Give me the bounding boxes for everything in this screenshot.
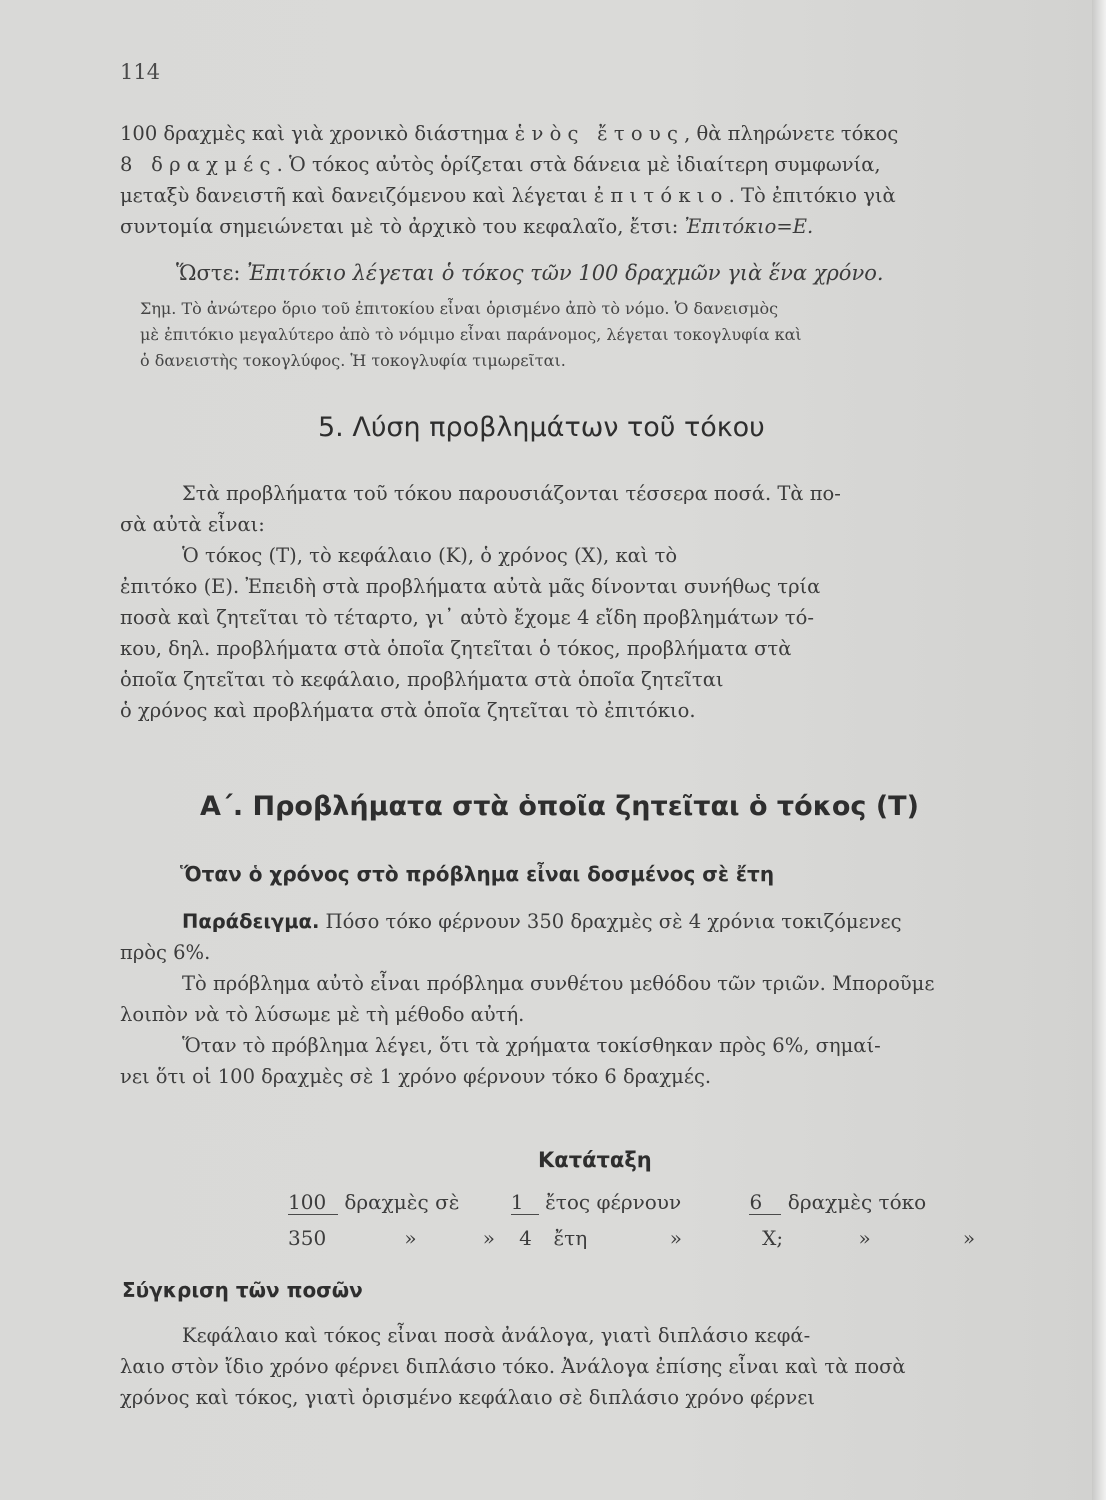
note (140, 296, 1100, 374)
text-line: λοιπὸν νὰ τὸ λύσωμε μὲ τὴ μέθοδο αὐτή. (120, 1003, 525, 1026)
text-line: Παράδειγμα. Πόσο τόκο φέρνουν 350 δραχμὲς σὲ 4 χρόνια τοκιζόμενες (182, 910, 902, 933)
text-line: μεταξὺ δανειστῆ καὶ δανειζόμενου καὶ λέγεται ἐπιτόκιο. Τὸ ἐπιτόκιο γιὰ (120, 184, 896, 207)
text-line: 8 δραχμές. Ὁ τόκος αὐτὸς ὁρίζεται στὰ δάνεια μὲ ἰδιαίτερη συμφωνία, (120, 153, 881, 176)
comparison-paragraph (120, 1320, 1100, 1413)
text-line: 100 δραχμὲς καὶ γιὰ χρονικὸ διάστημα ἑνὸς ἔτους, θὰ πληρώνετε τόκος (120, 122, 899, 145)
text-line: Ὁ τόκος (Τ), τὸ κεφάλαιο (Κ), ὁ χρόνος (Χ), καὶ τὸ (182, 544, 678, 567)
definition-text: Ἐπιτόκιο λέγεται ὁ τόκος τῶν 100 δραχμῶν γιὰ ἕνα χρόνο. (247, 261, 884, 285)
example-label: Παράδειγμα. (182, 910, 320, 933)
text-line: Τὸ πρόβλημα αὐτὸ εἶναι πρόβλημα συνθέτου μεθόδου τῶν τριῶν. Μποροῦμε (182, 972, 935, 995)
text-line: σὰ αὐτὰ εἶναι: (120, 513, 265, 536)
text-line: συντομία σημειώνεται μὲ τὸ ἀρχικὸ του κεφαλαῖο, ἔτσι: Ἐπιτόκιο=Ε. (120, 215, 814, 238)
note-line: Σημ. Τὸ ἀνώτερο ὅριο τοῦ ἐπιτοκίου εἶναι ὁρισμένο ἀπὸ τὸ νόμο. Ὁ δανεισμὸς (140, 299, 779, 318)
table-row: 100 δραχμὲς σὲ 1 ἔτος φέρνουν 6 δραχμὲς τόκο (288, 1190, 927, 1214)
text-line: ποσὰ καὶ ζητεῖται τὸ τέταρτο, γι᾿ αὐτὸ ἔχομε 4 εἴδη προβλημάτων τό- (120, 606, 814, 629)
text-line: ὁ χρόνος καὶ προβλήματα στὰ ὁποῖα ζητεῖται τὸ ἐπιτόκιο. (120, 699, 696, 722)
text-line: Στὰ προβλήματα τοῦ τόκου παρουσιάζονται τέσσερα ποσά. Τὰ πο- (182, 482, 841, 505)
note-line: μὲ ἐπιτόκιο μεγαλύτερο ἀπὸ τὸ νόμιμο εἶναι παράνομος, λέγεται τοκογλυφία καὶ (140, 325, 802, 344)
text-line: ὁποῖα ζητεῖται τὸ κεφάλαιο, προβλήματα στὰ ὁποῖα ζητεῖται (120, 668, 724, 691)
text-line: χρόνος καὶ τόκος, γιατὶ ὁρισμένο κεφάλαιο σὲ διπλάσιο χρόνο φέρνει (120, 1386, 815, 1409)
text-line: κου, δηλ. προβλήματα στὰ ὁποῖα ζητεῖται ὁ τόκος, προβλήματα στὰ (120, 637, 792, 660)
text-line: νει ὅτι οἱ 100 δραχμὲς σὲ 1 χρόνο φέρνουν τόκο 6 δραχμές. (120, 1065, 712, 1088)
intro-paragraph (120, 118, 1100, 242)
section-heading: 5. Λύση προβλημάτων τοῦ τόκου (318, 412, 765, 443)
table-heading: Κατάταξη (538, 1148, 652, 1172)
text-line: ἐπιτόκο (Ε). Ἐπειδὴ στὰ προβλήματα αὐτὰ μᾶς δίνονται συνήθως τρία (120, 575, 821, 598)
sub-heading-years: Ὅταν ὁ χρόνος στὸ πρόβλημα εἶναι δοσμένος σὲ ἔτη (180, 862, 775, 886)
section-paragraph (120, 478, 1100, 726)
definition (176, 258, 1106, 289)
table-row: 350 » » 4 ἔτη » Χ; » » (288, 1226, 976, 1250)
comparison-heading: Σύγκριση τῶν ποσῶν (122, 1278, 363, 1302)
text-line: λαιο στὸν ἴδιο χρόνο φέρνει διπλάσιο τόκο. Ἀνάλογα ἐπίσης εἶναι καὶ τὰ ποσὰ (120, 1355, 906, 1378)
sub-heading: Α΄. Προβλήματα στὰ ὁποῖα ζητεῖται ὁ τόκος (Τ) (200, 791, 919, 822)
text-line: Ὅταν τὸ πρόβλημα λέγει, ὅτι τὰ χρήματα τοκίσθηκαν πρὸς 6%, σημαί- (182, 1034, 881, 1057)
note-line: ὁ δανειστὴς τοκογλύφος. Ἡ τοκογλυφία τιμωρεῖται. (140, 351, 566, 370)
page-number: 114 (120, 60, 161, 84)
definition-prefix: Ὥστε: (176, 261, 248, 285)
example-paragraph (120, 906, 1100, 1092)
text-line: πρὸς 6%. (120, 941, 211, 964)
text-line: Κεφάλαιο καὶ τόκος εἶναι ποσὰ ἀνάλογα, γιατὶ διπλάσιο κεφά- (182, 1324, 811, 1347)
